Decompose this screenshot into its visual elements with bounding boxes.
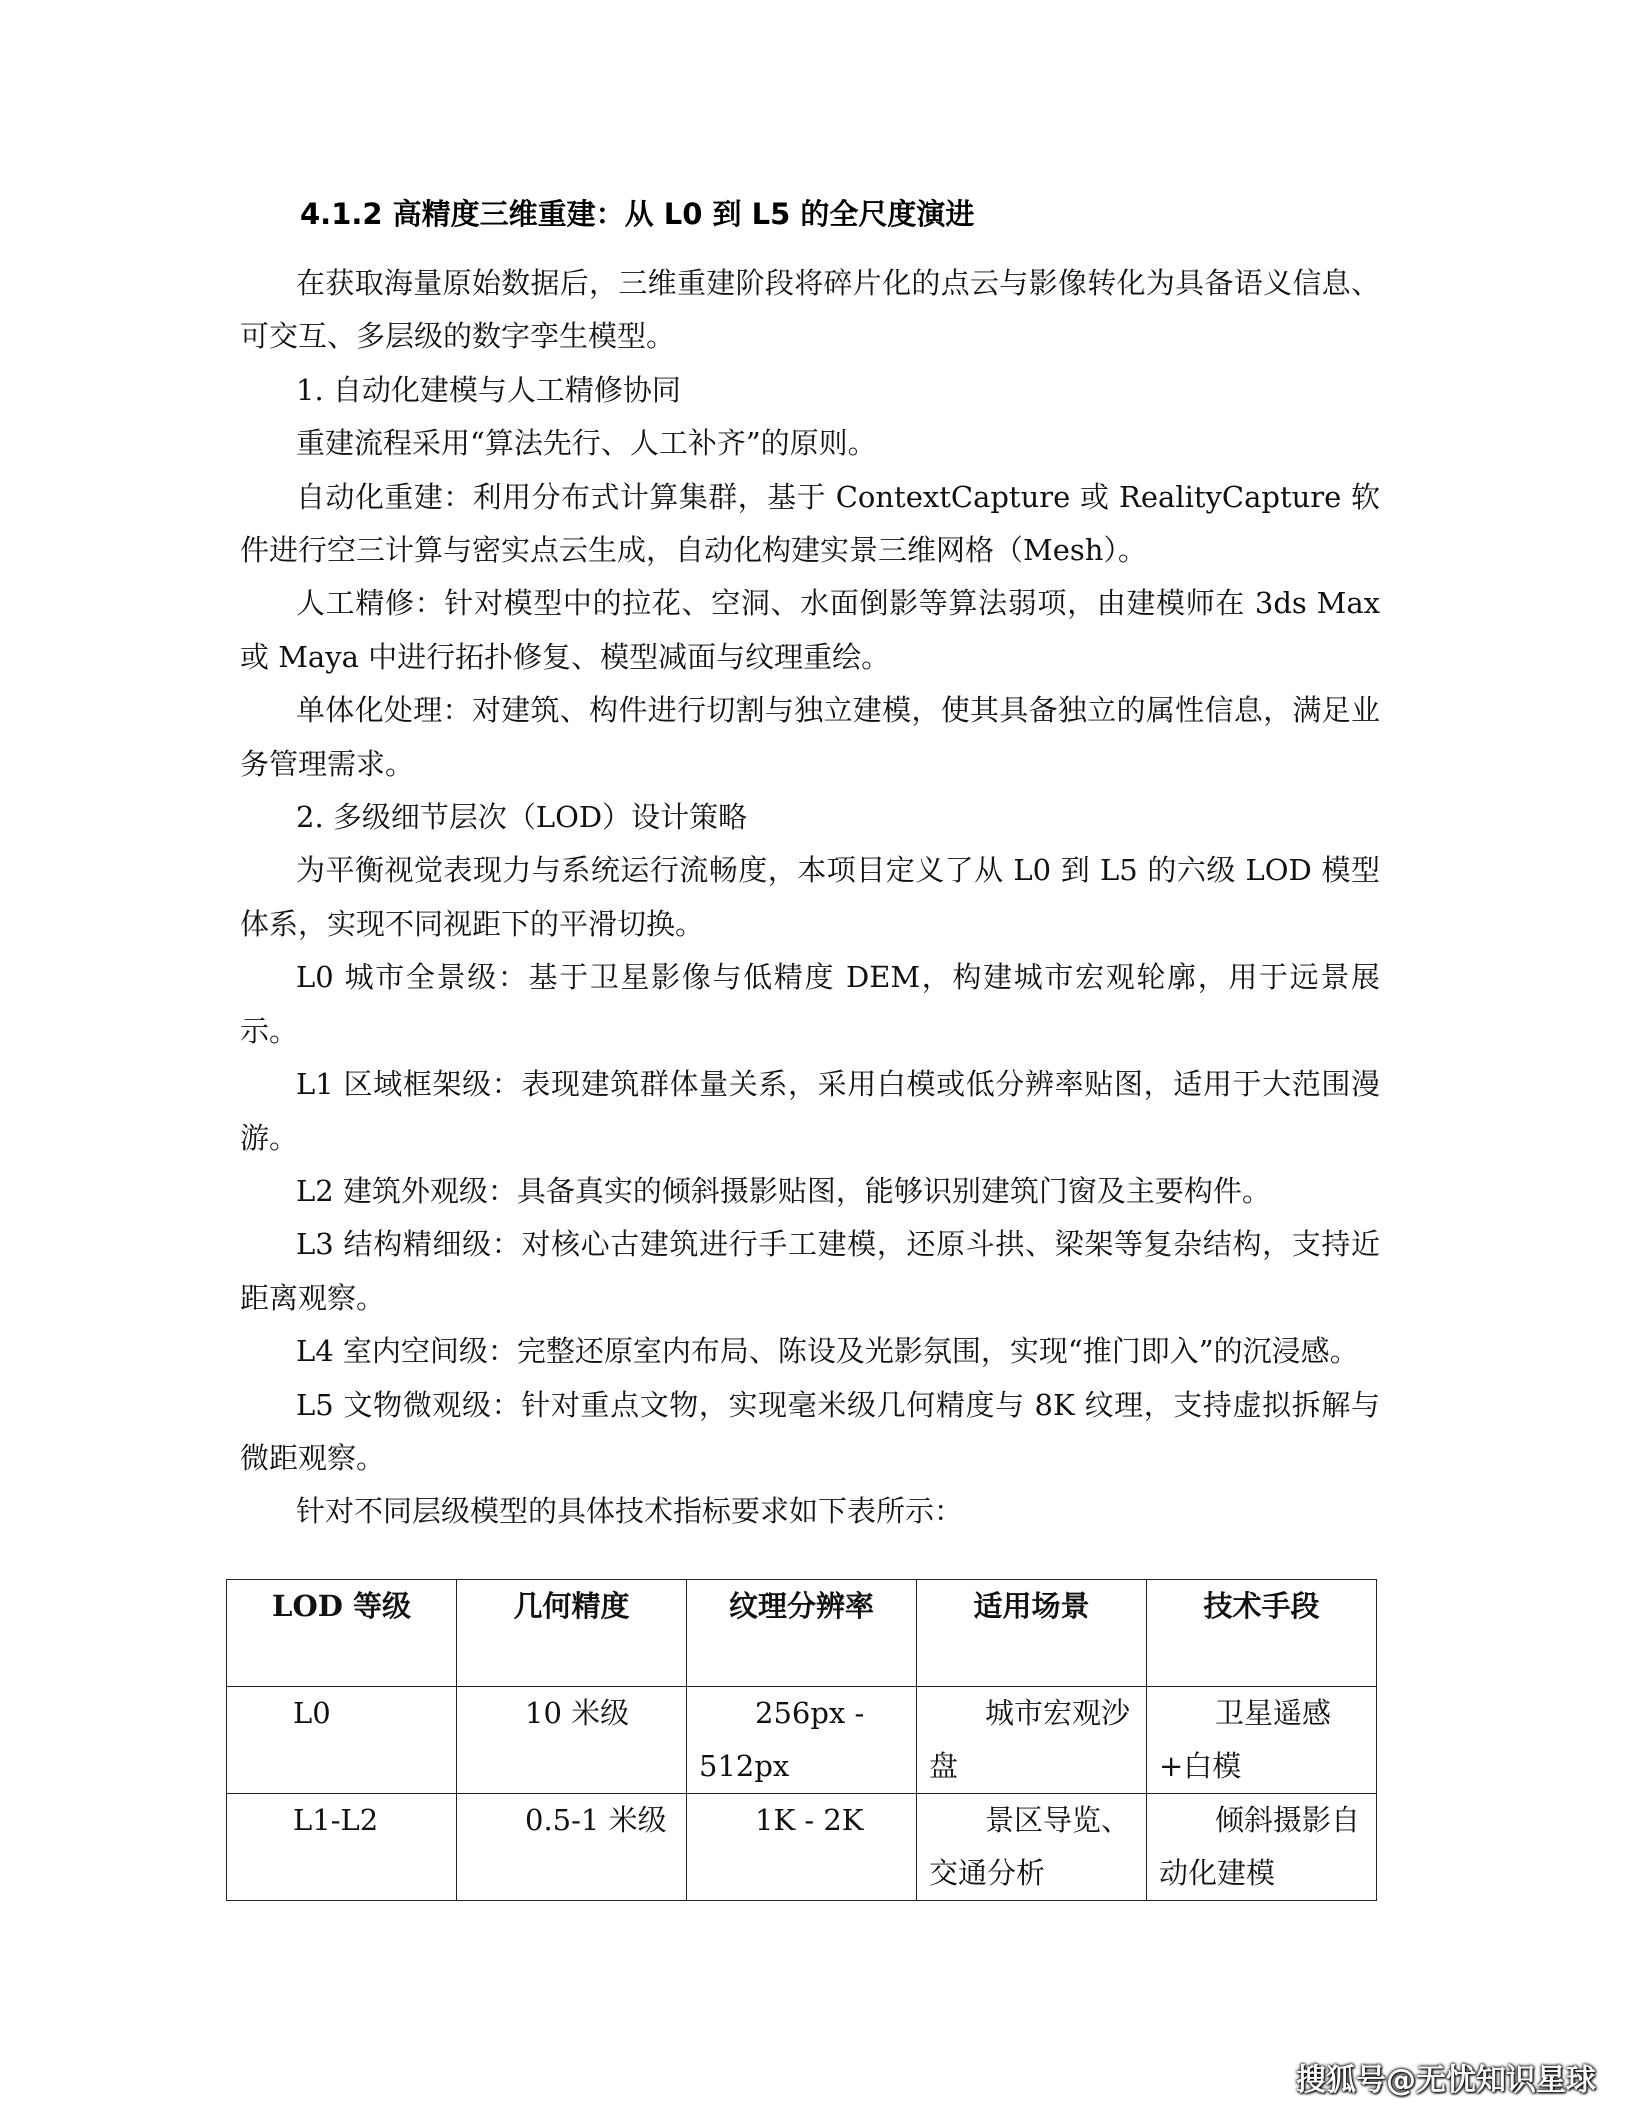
watermark: 搜狐号@无忧知识星球 — [1296, 2063, 1596, 2098]
paragraph: L5 文物微观级：针对重点文物，实现毫米级几何精度与 8K 纹理，支持虚拟拆解与微距观察。 — [240, 1387, 1380, 1475]
paragraph: 自动化重建：利用分布式计算集群，基于 ContextCapture 或 RealityCapture 软件进行空三计算与密实点云生成，自动化构建实景三维网格（Mesh）。 — [240, 479, 1380, 568]
header-technique: 技术手段 — [1147, 1580, 1377, 1687]
table-cell: 倾斜摄影自动化建模 — [1147, 1794, 1377, 1901]
paragraph: L3 结构精细级：对核心古建筑进行手工建模，还原斗拱、梁架等复杂结构，支持近距离观察。 — [240, 1227, 1380, 1315]
table-cell: 景区导览、交通分析 — [917, 1794, 1147, 1901]
paragraph: 为平衡视觉表现力与系统运行流畅度，本项目定义了从 L0 到 L5 的六级 LOD 模型体系，实现不同视距下的平滑切换。 — [240, 853, 1380, 941]
paragraph: L2 建筑外观级：具备真实的倾斜摄影贴图，能够识别建筑门窗及主要构件。 — [296, 1173, 1271, 1208]
table-cell: L0 — [227, 1687, 457, 1794]
paragraph: 2. 多级细节层次（LOD）设计策略 — [296, 800, 748, 835]
header-texture-resolution: 纹理分辨率 — [687, 1580, 917, 1687]
header-lod-level: LOD 等级 — [227, 1580, 457, 1687]
table-cell: L1-L2 — [227, 1794, 457, 1901]
paragraph: 针对不同层级模型的具体技术指标要求如下表所示： — [296, 1494, 964, 1529]
table-cell: 256px - 512px — [687, 1687, 917, 1794]
paragraph: 人工精修：针对模型中的拉花、空洞、水面倒影等算法弱项，由建模师在 3ds Max 或 Maya 中进行拓扑修复、模型减面与纹理重绘。 — [240, 586, 1380, 674]
paragraph: 1. 自动化建模与人工精修协同 — [296, 372, 681, 407]
header-use-scenario: 适用场景 — [917, 1580, 1147, 1687]
table-row — [227, 1794, 1377, 1901]
table-cell: 1K - 2K — [687, 1794, 917, 1901]
table-cell: 0.5-1 米级 — [457, 1794, 687, 1901]
paragraph: L4 室内空间级：完整还原室内布局、陈设及光影氛围，实现“推门即入”的沉浸感。 — [296, 1334, 1359, 1369]
paragraph: L1 区域框架级：表现建筑群体量关系，采用白模或低分辨率贴图，适用于大范围漫游。 — [240, 1067, 1380, 1155]
paragraph: 在获取海量原始数据后，三维重建阶段将碎片化的点云与影像转化为具备语义信息、可交互、多层级的数字孪生模型。 — [240, 266, 1380, 354]
table-cell: 卫星遥感+白模 — [1147, 1687, 1377, 1794]
paragraph: L0 城市全景级：基于卫星影像与低精度 DEM，构建城市宏观轮廓，用于远景展示。 — [240, 960, 1380, 1048]
paragraph: 单体化处理：对建筑、构件进行切割与独立建模，使其具备独立的属性信息，满足业务管理需求。 — [240, 693, 1380, 781]
header-geometry-precision: 几何精度 — [457, 1580, 687, 1687]
body-text — [240, 257, 1380, 1539]
lod-spec-table — [226, 1579, 1377, 1901]
section-heading: 4.1.2 高精度三维重建：从 L0 到 L5 的全尺度演进 — [300, 197, 975, 231]
paragraph: 重建流程采用“算法先行、人工补齐”的原则。 — [296, 426, 877, 461]
table-cell: 10 米级 — [457, 1687, 687, 1794]
table-row — [227, 1687, 1377, 1794]
table-header-row — [227, 1580, 1377, 1687]
table-cell: 城市宏观沙盘 — [917, 1687, 1147, 1794]
